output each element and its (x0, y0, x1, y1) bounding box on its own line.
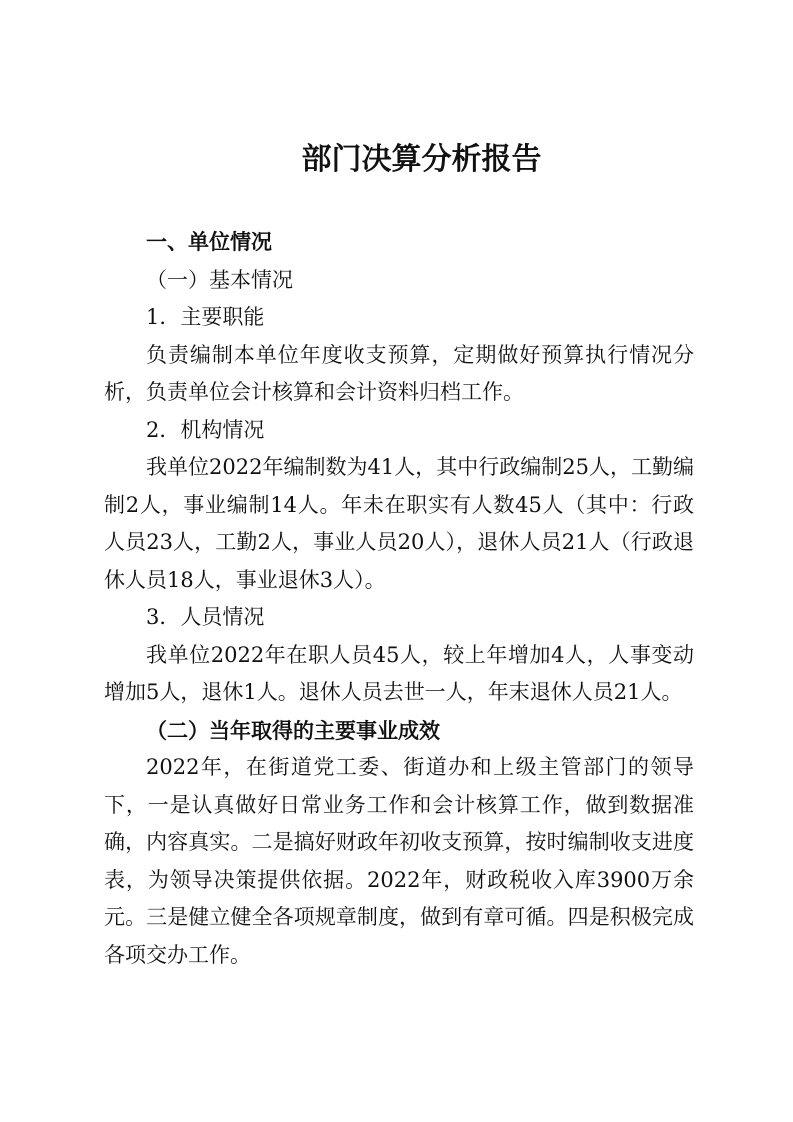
subsection-heading-achievements: （二）当年取得的主要事业成效 (146, 717, 440, 743)
document-body (104, 224, 694, 974)
paragraph-achievements: 2022年，在街道党工委、街道办和上级主管部门的领导下，一是认真做好日常业务工作和会计核算工作，做到数据准确，内容真实。二是搞好财政年初收支预算，按时编制收支进度表，为领导决策提供依据。2022年，财政税收入库3900万余元。三是健立健全各项规章制度，做到有章可循。四是积极完成各项交办工作。 (104, 755, 694, 967)
item-heading-organization: 2．机构情况 (146, 417, 265, 442)
paragraph-personnel: 我单位2022年在职人员45人，较上年增加4人，人事变动增加5人，退休1人。退休人员去世一人，年末退休人员21人。 (104, 642, 694, 704)
page-title: 部门决算分析报告 (301, 142, 542, 177)
item-heading-main-functions: 1．主要职能 (146, 305, 265, 329)
item-heading-personnel: 3．人员情况 (146, 605, 265, 629)
paragraph-main-functions: 负责编制本单位年度收支预算，定期做好预算执行情况分析，负责单位会计核算和会计资料归档工作。 (104, 342, 694, 404)
section-heading-unit-info: 一、单位情况 (146, 230, 272, 254)
paragraph-organization: 我单位2022年编制数为41人，其中行政编制25人，工勤编制2人，事业编制14人。年未在职实有人数45人（其中：行政人员23人，工勤2人，事业人员20人），退休人员21人（行政退休人员18人，事业退休3人）。 (104, 455, 694, 592)
subsection-heading-basic-info: （一）基本情况 (146, 267, 293, 292)
